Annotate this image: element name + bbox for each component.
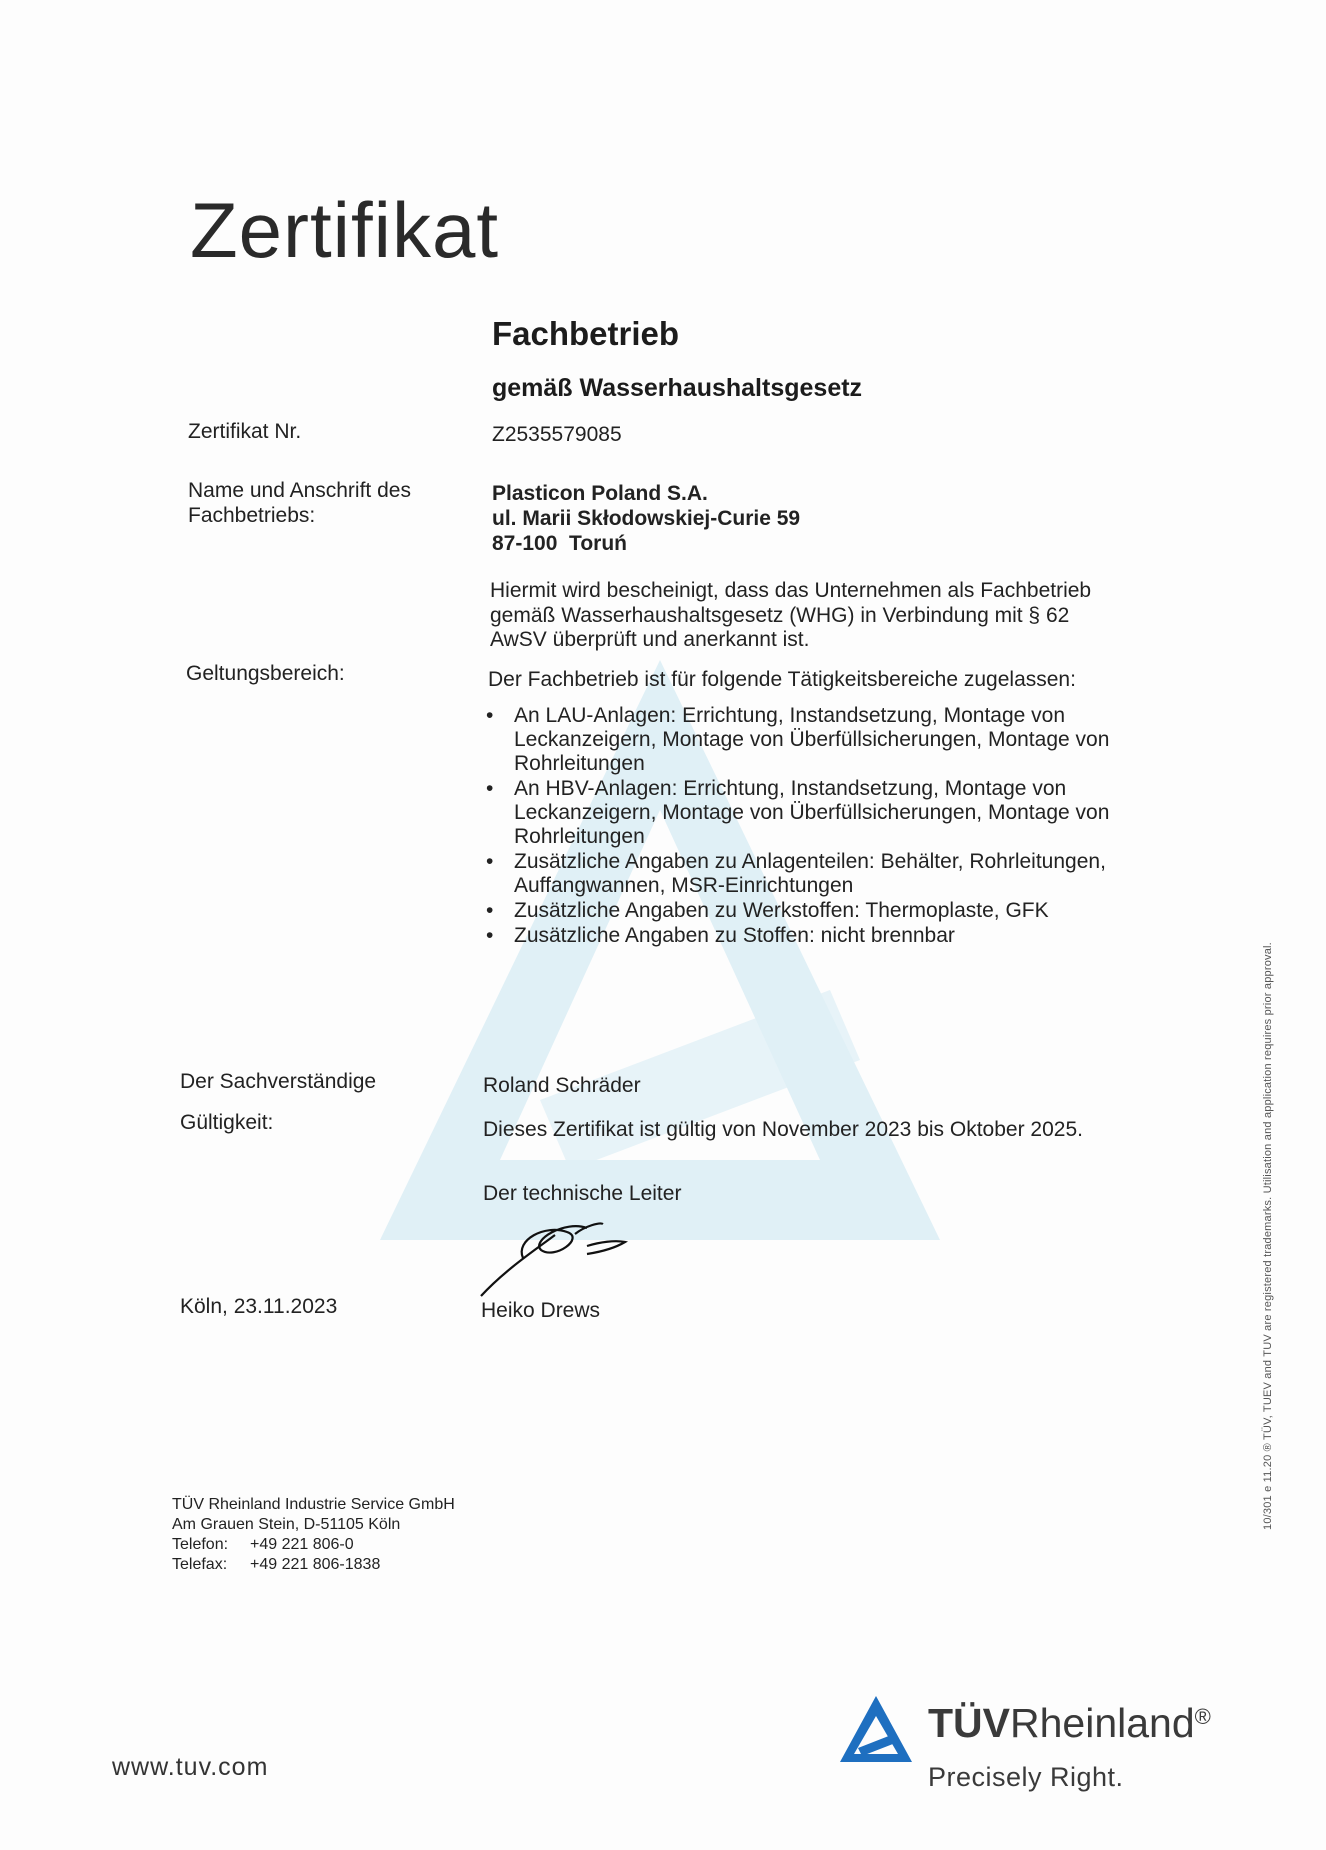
- scope-item-line: An LAU-Anlagen: Errichtung, Instandsetzung, Montage von: [514, 704, 1066, 727]
- scope-item-line: Leckanzeigern, Montage von Überfüllsicherungen, Montage von: [514, 728, 1110, 751]
- issuer-fax-label: Telefax:: [172, 1556, 228, 1573]
- scope-item-line: Zusätzliche Angaben zu Werkstoffen: Thermoplaste, GFK: [514, 899, 1049, 922]
- registered-mark: ®: [1194, 1704, 1211, 1729]
- issuer-address-block: [172, 1495, 455, 1575]
- scope-item-line: Rohrleitungen: [514, 825, 645, 848]
- scope-item: [484, 850, 1164, 898]
- technical-lead-name: Heiko Drews: [481, 1299, 601, 1322]
- issuer-phone-label: Telefon:: [172, 1536, 229, 1553]
- website-link[interactable]: www.tuv.com: [112, 1753, 269, 1781]
- expert-name: Roland Schräder: [483, 1074, 641, 1097]
- scope-item-line: Zusätzliche Angaben zu Stoffen: nicht brennbar: [514, 924, 955, 947]
- issuer-fax-row: [172, 1555, 455, 1575]
- scope-label: Geltungsbereich:: [186, 662, 345, 685]
- signature-image: [475, 1210, 645, 1300]
- bullet-icon: •: [486, 850, 494, 873]
- company-street: ul. Marii Skłodowskiej-Curie 59: [492, 507, 801, 530]
- bullet-icon: •: [486, 704, 494, 727]
- company-city: 87-100 Toruń: [492, 532, 627, 555]
- issuer-address: Am Grauen Stein, D-51105 Köln: [172, 1516, 401, 1533]
- expert-label: Der Sachverständige: [180, 1070, 377, 1093]
- validity-value: Dieses Zertifikat ist gültig von November 2023 bis Oktober 2025.: [483, 1118, 1083, 1141]
- scope-item-line: Leckanzeigern, Montage von Überfüllsicherungen, Montage von: [514, 801, 1110, 824]
- statement-line-2: gemäß Wasserhaushaltsgesetz (WHG) in Verbindung mit § 62: [490, 604, 1070, 627]
- validity-label: Gültigkeit:: [180, 1111, 274, 1134]
- company-label-line2: Fachbetriebs:: [188, 504, 316, 527]
- scope-item-line: Zusätzliche Angaben zu Anlagenteilen: Behälter, Rohrleitungen,: [514, 850, 1106, 873]
- brand-tagline: Precisely Right.: [928, 1762, 1124, 1792]
- scope-list: [484, 704, 1164, 949]
- certificate-subheading: gemäß Wasserhaushaltsgesetz: [492, 374, 863, 402]
- brand-regular-text: Rheinland: [1010, 1700, 1195, 1746]
- certificate-number-label: Zertifikat Nr.: [188, 420, 302, 443]
- bullet-icon: •: [486, 899, 494, 922]
- tuv-triangle-logo-icon: [838, 1694, 914, 1764]
- scope-intro: Der Fachbetrieb ist für folgende Tätigkeitsbereiche zugelassen:: [488, 668, 1076, 691]
- issuer-fax: +49 221 806-1838: [250, 1556, 381, 1573]
- certificate-heading: Fachbetrieb: [492, 315, 680, 352]
- scope-item-line: Rohrleitungen: [514, 752, 645, 775]
- scope-item: [484, 924, 1164, 948]
- technical-lead-label: Der technische Leiter: [483, 1182, 682, 1205]
- issuer-phone-row: [172, 1535, 455, 1555]
- trademark-side-note: 10/301 e 11.20 ® TÜV, TUEV and TUV are registered trademarks. Utilisation and application requires prior approval.: [1262, 942, 1274, 1530]
- company-label-line1: Name und Anschrift des: [188, 479, 411, 502]
- statement-line-3: AwSV überprüft und anerkannt ist.: [490, 628, 810, 651]
- document-title: Zertifikat: [190, 186, 500, 274]
- place-date: Köln, 23.11.2023: [180, 1295, 338, 1318]
- bullet-icon: •: [486, 924, 494, 947]
- company-name: Plasticon Poland S.A.: [492, 482, 708, 505]
- scope-item: [484, 899, 1164, 923]
- scope-item: [484, 777, 1164, 849]
- issuer-name: TÜV Rheinland Industrie Service GmbH: [172, 1496, 455, 1513]
- scope-item-line: An HBV-Anlagen: Errichtung, Instandsetzung, Montage von: [514, 777, 1067, 800]
- brand-bold-text: TÜV: [928, 1700, 1010, 1746]
- certificate-number-value: Z2535579085: [492, 423, 622, 446]
- scope-item-line: Auffangwannen, MSR-Einrichtungen: [514, 874, 854, 897]
- tuv-brand-wordmark: [928, 1700, 1211, 1747]
- statement-line-1: Hiermit wird bescheinigt, dass das Unternehmen als Fachbetrieb: [490, 579, 1092, 602]
- scope-item: [484, 704, 1164, 776]
- bullet-icon: •: [486, 777, 494, 800]
- issuer-phone: +49 221 806-0: [250, 1536, 354, 1553]
